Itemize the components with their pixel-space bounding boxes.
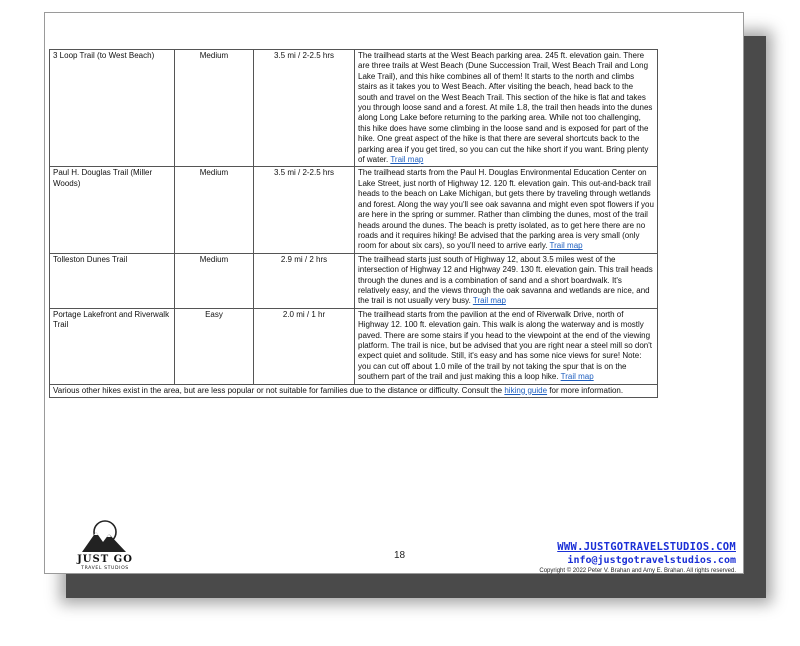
- trail-map-link[interactable]: Trail map: [560, 372, 594, 382]
- trail-distance: 2.0 mi / 1 hr: [254, 308, 355, 384]
- mountain-logo-icon: [76, 518, 134, 572]
- trail-name: 3 Loop Trail (to West Beach): [50, 50, 175, 167]
- email-link[interactable]: info@justgotravelstudios.com: [567, 555, 736, 566]
- trail-name: Paul H. Douglas Trail (Miller Woods): [50, 167, 175, 253]
- trail-difficulty: Easy: [175, 308, 254, 384]
- note-text-after: for more information.: [547, 385, 624, 395]
- svg-text:TRAVEL STUDIOS: TRAVEL STUDIOS: [81, 566, 129, 571]
- trail-description: The trailhead starts just south of Highway 12, about 3.5 miles west of the intersection of Highway 12 and Highway 249. 130 ft. elevation gain. This trail heads through the dunes and is a combination of sand and a short boardwalk. It's relatively easy, and the views through the oak savanna and wetlands are nice, and the trail is not usually very busy.: [358, 254, 653, 306]
- hiking-guide-link[interactable]: hiking guide: [504, 385, 548, 395]
- trail-description-cell: [355, 167, 658, 253]
- table-row: [50, 308, 658, 384]
- trail-difficulty: Medium: [175, 253, 254, 308]
- trail-description-cell: [355, 308, 658, 384]
- trail-map-link[interactable]: Trail map: [390, 155, 424, 165]
- page-number: 18: [394, 550, 406, 561]
- website-link[interactable]: WWW.JUSTGOTRAVELSTUDIOS.COM: [557, 541, 736, 553]
- trail-description: The trailhead starts from the Paul H. Douglas Environmental Education Center on Lake Street, just north of Highway 12. 120 ft. elevation gain. This out-and-back trail heads to the beach on Lake Michigan, but gets there by traveling through wetlands and forest. Along the way you'll see oak savanna and might even spot flowers if you are here in the spring or summer. Rather than climbing the dunes, most of the trail heads around the dunes. The beach is pretty isolated, as to get here there are no roads and it requires hiking! Be advised that the parking area is very small (only room for about six cars), so you'll need to arrive early.: [358, 168, 654, 251]
- trail-distance: 3.5 mi / 2-2.5 hrs: [254, 167, 355, 253]
- table-row: [50, 253, 658, 308]
- footer: [539, 541, 736, 575]
- trail-description-cell: [355, 253, 658, 308]
- trail-description: The trailhead starts from the pavilion at the end of Riverwalk Drive, north of Highway 12. 100 ft. elevation gain. This walk is along the waterway and is mostly paved. There are some stairs if you head to the viewpoint at the end of the viewing platform. The trail is nice, but be advised that you are right near a steel mill so don't expect quiet and solitude. Still, it's easy and has some nice views for sure! Note: you can cut off about 1.0 mile of the trail by not taking the spur that is on the southern part of the trail and just making this a loop hike.: [358, 309, 652, 382]
- just-go-logo: [76, 518, 134, 572]
- other-hikes-note: [50, 384, 658, 397]
- trail-distance: 3.5 mi / 2-2.5 hrs: [254, 50, 355, 167]
- trail-description-cell: [355, 50, 658, 167]
- trail-map-link[interactable]: Trail map: [472, 296, 506, 306]
- trail-distance: 2.9 mi / 2 hrs: [254, 253, 355, 308]
- trail-difficulty: Medium: [175, 167, 254, 253]
- copyright-text: Copyright © 2022 Peter V. Brahan and Amy E. Brahan. All rights reserved.: [539, 568, 736, 574]
- table-row: [50, 167, 658, 253]
- trail-name: Portage Lakefront and Riverwalk Trail: [50, 308, 175, 384]
- trails-table: [49, 49, 658, 398]
- table-row: [50, 50, 658, 167]
- note-text-before: Various other hikes exist in the area, but are less popular or not suitable for families due to the distance or difficulty. Consult the: [53, 385, 505, 395]
- trail-name: Tolleston Dunes Trail: [50, 253, 175, 308]
- svg-text:JUST GO: JUST GO: [77, 554, 133, 565]
- table-row-note: [50, 384, 658, 397]
- trail-description: The trailhead starts at the West Beach parking area. 245 ft. elevation gain. There are three trails at West Beach (Dune Succession Trail, West Beach Trail and Long Lake Trail), and this hike combines all of them! It starts to the north and climbs stairs as it takes you to West Beach. After visiting the beach, head back to the south and travel on the West Beach Trail. This section of the hike is flat and takes you through loose sand and a forest. At mile 1.8, the trail then heads into the dunes along Long Lake before returning to the parking area. While not too challenging, this hike does have some climbing in the loose sand and is exposed for part of the hike. One great aspect of the hike is that there are several shortcuts back to the parking area if you get tired, so you can cut the hike short if you want. Bring plenty of water.: [358, 51, 653, 165]
- trail-map-link[interactable]: Trail map: [549, 241, 583, 251]
- trail-difficulty: Medium: [175, 50, 254, 167]
